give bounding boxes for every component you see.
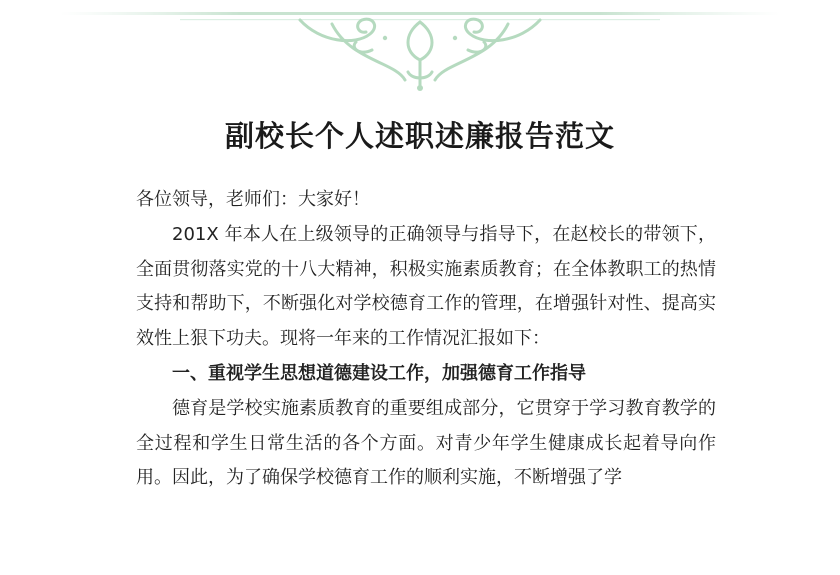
paragraph-moral-education: 德育是学校实施素质教育的重要组成部分，它贯穿于学习教育教学的全过程和学生日常生活的各个方面。对青少年学生健康成长起着导向作用。因此，为了确保学校德育工作的顺利实施，不断增强了学: [136, 397, 716, 489]
paragraph-intro: 201X 年本人在上级领导的正确领导与指导下，在赵校长的带领下，全面贯彻落实党的十八大精神，积极实施素质教育；在全体教职工的热情支持和帮助下，不断强化对学校德育工作的管理，在增强针对性、提高实效性上狠下功夫。现将一年来的工作情况汇报如下：: [136, 223, 716, 350]
document-body: [136, 183, 716, 496]
scroll-flourish-icon: [0, 0, 840, 95]
document-title: 副校长个人述职述廉报告范文: [224, 119, 615, 153]
section-heading: 一、重视学生思想道德建设工作，加强德育工作指导: [172, 362, 586, 384]
salutation: 各位领导，老师们：大家好！: [136, 189, 370, 210]
